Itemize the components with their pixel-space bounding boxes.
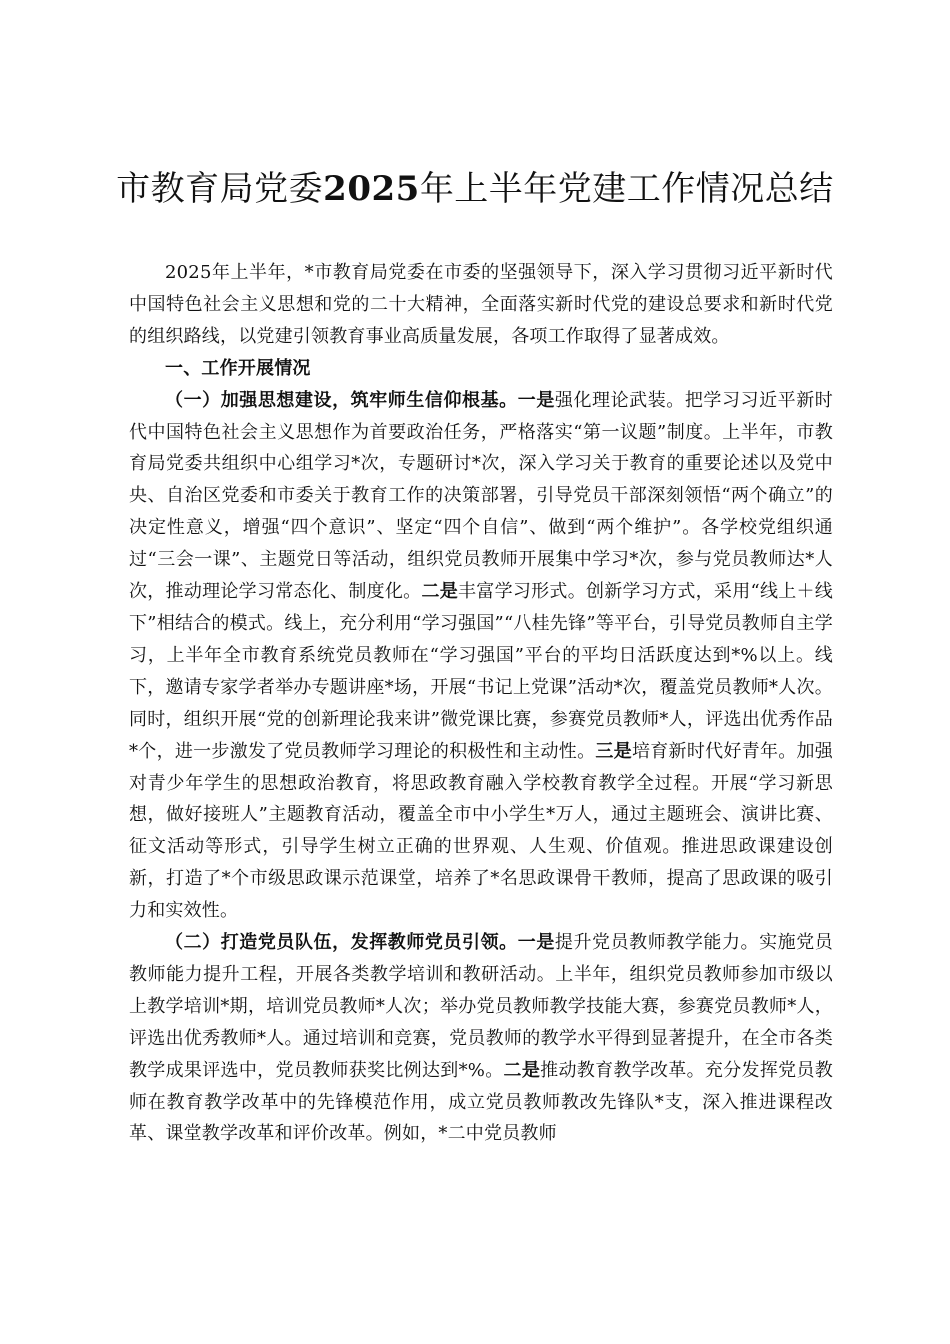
subsection-1-heading: （一）加强思想建设，筑牢师生信仰根基。 — [165, 389, 518, 411]
title-part1: 市教育局党委 — [116, 169, 324, 209]
point-text: 推动教育教学改革。充分发挥党员教师在教育教学改革中的先锋模范作用，成立党员教师教改先锋队*支，深入推进课程改革、课堂教学改革和评价改革。例如，*二中党员教师 — [129, 1059, 833, 1145]
title-year: 2025 — [323, 169, 420, 209]
title-part2: 年上半年党建工作情况总结 — [419, 169, 834, 209]
point-text: 提升党员教师教学能力。实施党员教师能力提升工程，开展各类教学培训和教研活动。上半年，组织党员教师参加市级以上教学培训*期，培训党员教师*人次；举办党员教师教学技能大赛，参赛党员教师*人，评选出优秀教师*人。通过培训和竞赛，党员教师的教学水平得到显著提升，在全市各类教学成果评选中，党员教师获奖比例达到*%。 — [129, 932, 834, 1081]
point-text: 培育新时代好青年。加强对青少年学生的思想政治教育，将思政教育融入学校教育教学全过程。开展“学习新思想，做好接班人”主题教育活动，覆盖全市中小学生*万人，通过主题班会、演讲比赛、征文活动等形式，引导学生树立正确的世界观、人生观、价值观。推进思政课建设创新，打造了*个市级思政课示范课堂，培养了*名思政课骨干教师，提高了思政课的吸引力和实效性。 — [129, 740, 834, 922]
point-text: 丰富学习形式。创新学习方式，采用“线上＋线下”相结合的模式。线上，充分利用“学习强国”“八桂先锋”等平台，引导党员教师自主学习，上半年全市教育系统党员教师在“学习强国”平台的平均日活跃度达到*%以上。线下，邀请专家学者举办专题讲座*场，开展“书记上党课”活动*次，覆盖党员教师*人次。同时，组织开展“党的创新理论我来讲”微党课比赛，参赛党员教师*人，评选出优秀作品*个，进一步激发了党员教师学习理论的积极性和主动性。 — [129, 581, 834, 762]
intro-paragraph: 2025年上半年，*市教育局党委在市委的坚强领导下，深入学习贯彻习近平新时代中国特色社会主义思想和党的二十大精神，全面落实新时代党的建设总要求和新时代党的组织路线，以党建引领教育事业高质量发展，各项工作取得了显著成效。 — [129, 262, 833, 347]
subsection-2-paragraph — [129, 927, 833, 1150]
point-lead: 一是 — [517, 932, 555, 954]
point-text: 强化理论武装。把学习习近平新时代中国特色社会主义思想作为首要政治任务，严格落实“第一议题”制度。上半年，市教育局党委共组织中心组学习*次，专题研讨*次，深入学习关于教育的重要论述以及党中央、自治区党委和市委关于教育工作的决策部署，引导党员干部深刻领悟“两个确立”的决定性意义，增强“四个意识”、坚定“四个自信”、做到“两个维护”。各学校党组织通过“三会一课”、主题党日等活动，组织党员教师开展集中学习*次，参与党员教师达*人次，推动理论学习常态化、制度化。 — [129, 389, 834, 603]
point-lead: 二是 — [503, 1059, 541, 1081]
document-body — [129, 257, 833, 1150]
document-title — [110, 166, 840, 212]
point-lead: 一是 — [517, 389, 555, 411]
point-lead: 三是 — [595, 740, 632, 762]
point-lead: 二是 — [421, 581, 459, 603]
subsection-2-heading: （二）打造党员队伍，发挥教师党员引领。 — [165, 932, 518, 954]
subsection-1-paragraph — [129, 385, 833, 927]
section-heading-1: 一、工作开展情况 — [165, 357, 311, 379]
